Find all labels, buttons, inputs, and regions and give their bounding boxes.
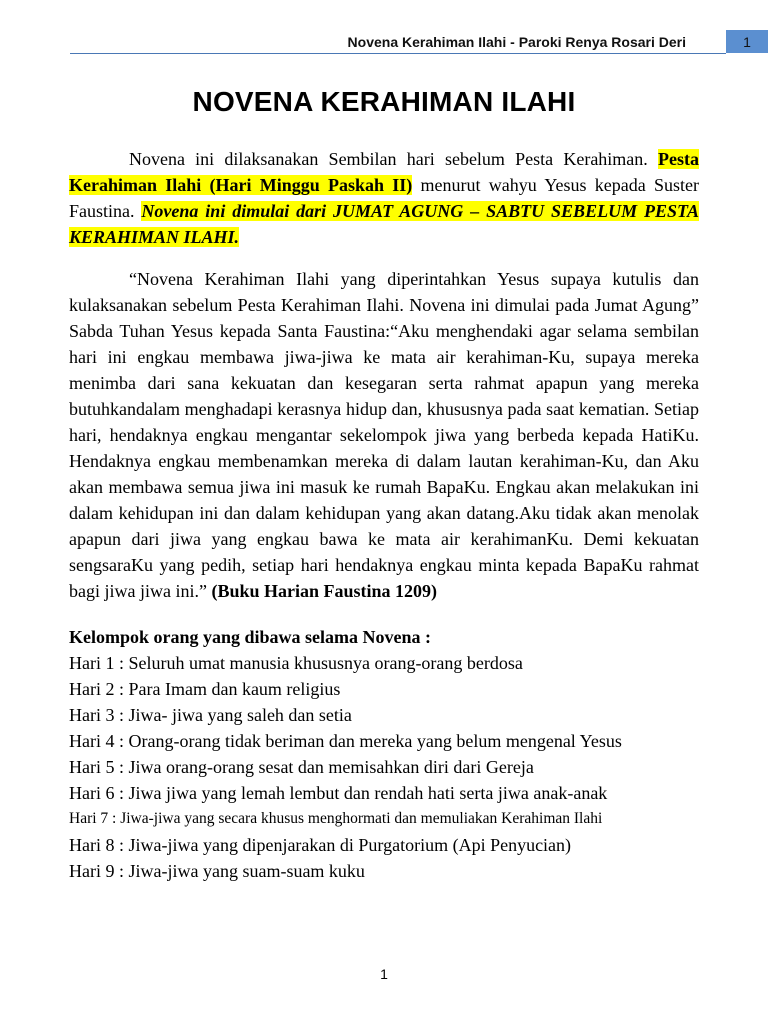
intro-highlight-start: Novena ini dimulai dari JUMAT AGUNG – SABTU SEBELUM PESTA KERAHIMAN ILAHI. <box>69 201 699 247</box>
quote-paragraph <box>69 266 699 604</box>
document-body <box>69 146 699 884</box>
day-item-9: Hari 9 : Jiwa-jiwa yang suam-suam kuku <box>69 861 365 881</box>
page-title: NOVENA KERAHIMAN ILAHI <box>192 86 576 117</box>
day-item-4: Hari 4 : Orang-orang tidak beriman dan mereka yang belum mengenal Yesus <box>69 731 622 751</box>
day-item-1: Hari 1 : Seluruh umat manusia khususnya orang-orang berdosa <box>69 653 523 673</box>
intro-highlight-feast: Pesta Kerahiman Ilahi (Hari Minggu Paskah II) <box>69 149 699 195</box>
quote-citation: (Buku Harian Faustina 1209) <box>211 581 438 601</box>
intro-text-1: Novena ini dilaksanakan Sembilan hari sebelum Pesta Kerahiman. <box>129 149 659 169</box>
quote-text: “Novena Kerahiman Ilahi yang diperintahkan Yesus supaya kutulis dan kulaksanakan sebelum Pesta Kerahiman Ilahi. Novena ini dimulai pada Jumat Agung” Sabda Tuhan Yesus kepada Santa Faustina:“Aku menghendaki agar selama sembilan hari ini engkau membawa jiwa-jiwa ke mata air kerahiman-Ku, supaya mereka menimba dari sana kekuatan dan kesegaran serta rahmat apapun yang mereka butuhkandalam menghadapi kerasnya hidup dan, khususnya pada saat kematian. Setiap hari, hendaknya engkau mengantar sekelompok jiwa yang berbeda kepada HatiKu. Hendaknya engkau membenamkan mereka di dalam lautan kerahiman-Ku, dan Aku akan membawa semua jiwa ini masuk ke rumah BapaKu. Engkau akan melakukan ini dalam kehidupan ini dan dalam kehidupan yang akan datang.Aku tidak akan menolak apapun dari jiwa yang engkau bawa ke mata air kerahimanKu. Demi kekuatan sengsaraKu yang pedih, setiap hari hendaknya engkau minta kepada BapaKu rahmat bagi jiwa jiwa ini.” <box>69 269 699 601</box>
intro-paragraph <box>69 146 699 250</box>
day-item-8: Hari 8 : Jiwa-jiwa yang dipenjarakan di Purgatorium (Api Penyucian) <box>69 835 572 855</box>
intro-text-2: menurut wahyu Yesus kepada Suster Faustina. <box>69 175 699 221</box>
day-list <box>69 650 699 884</box>
day-item-6: Hari 6 : Jiwa jiwa yang lemah lembut dan rendah hati serta jiwa anak-anak <box>69 783 608 803</box>
day-item-3: Hari 3 : Jiwa- jiwa yang saleh dan setia <box>69 705 352 725</box>
running-header: Novena Kerahiman Ilahi - Paroki Renya Rosari Deri <box>347 34 686 50</box>
footer-page-number: 1 <box>380 966 388 982</box>
day-item-2: Hari 2 : Para Imam dan kaum religius <box>69 679 341 699</box>
day-item-5: Hari 5 : Jiwa orang-orang sesat dan memisahkan diri dari Gereja <box>69 757 534 777</box>
header-rule <box>70 53 726 54</box>
groups-heading: Kelompok orang yang dibawa selama Novena : <box>69 627 432 647</box>
day-item-7: Hari 7 : Jiwa-jiwa yang secara khusus menghormati dan memuliakan Kerahiman Ilahi <box>69 810 603 827</box>
header-page-number: 1 <box>726 30 768 53</box>
